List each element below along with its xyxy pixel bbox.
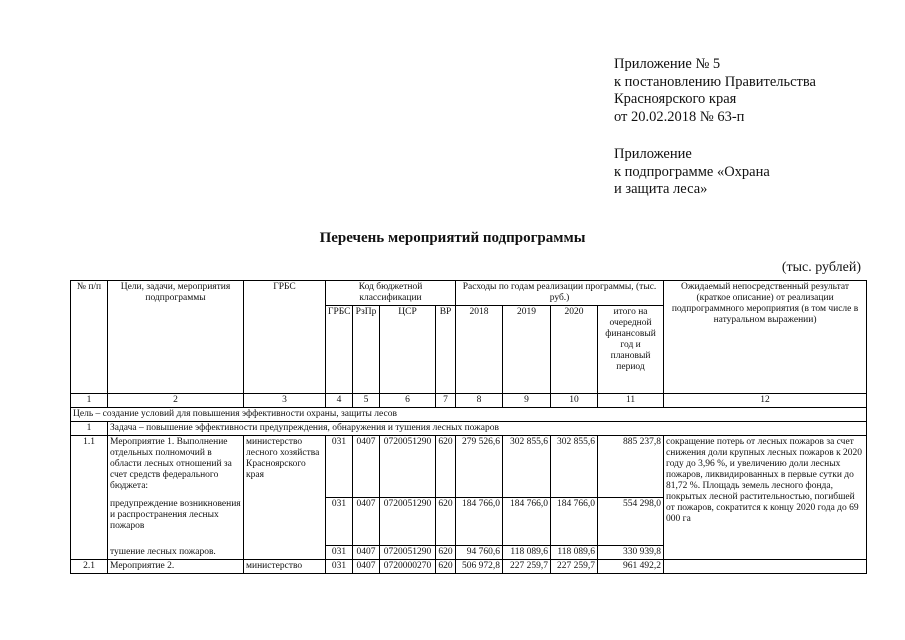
cell-2019: 118 089,6 bbox=[503, 546, 551, 560]
activities-table bbox=[70, 280, 867, 574]
cell-2019: 184 766,0 bbox=[503, 498, 551, 546]
cell-total: 554 298,0 bbox=[598, 498, 664, 546]
cell-vr: 620 bbox=[436, 560, 456, 574]
grbs-name: министерство bbox=[244, 560, 326, 574]
cell-2019: 302 855,6 bbox=[503, 436, 551, 498]
expected-result: сокращение потерь от лесных пожаров за счет снижения доли крупных лесных пожаров к 2020 году до 3,96 %, и увеличению доли лесных пожаров, ликвидированных в первые сутки до 81,72 %. Площадь земель лесного фонда, покрытых лесной растительностью, погибшей от пожаров, сократится к концу 2020 года до 69 000 га bbox=[664, 436, 867, 560]
header-line: Приложение bbox=[614, 146, 692, 162]
header-y2019: 2019 bbox=[503, 306, 551, 394]
cell-csr: 0720051290 bbox=[380, 498, 436, 546]
cell-2018: 94 760,6 bbox=[456, 546, 503, 560]
col-number: 6 bbox=[380, 394, 436, 408]
task-row: Задача – повышение эффективности предупреждения, обнаружения и тушения лесных пожаров bbox=[108, 422, 867, 436]
col-number: 4 bbox=[326, 394, 353, 408]
grbs-name: министерство лесного хозяйства Красноярского края bbox=[244, 436, 326, 560]
cell-2020: 302 855,6 bbox=[551, 436, 598, 498]
cell-rzpr: 0407 bbox=[353, 498, 380, 546]
header-grbs: ГРБС bbox=[244, 281, 326, 394]
units-label: (тыс. рублей) bbox=[781, 260, 861, 275]
cell-total: 330 939,8 bbox=[598, 546, 664, 560]
col-number: 3 bbox=[244, 394, 326, 408]
row-num: 2.1 bbox=[71, 560, 108, 574]
activity-sub-name: тушение лесных пожаров. bbox=[108, 546, 244, 560]
document-header bbox=[614, 56, 816, 199]
header-line: Приложение № 5 bbox=[614, 56, 721, 72]
header-goals: Цели, задачи, мероприятия подпрограммы bbox=[108, 281, 244, 394]
header-result: Ожидаемый непосредственный результат (краткое описание) от реализации подпрограммного мероприятия (в том числе в натуральном выражении) bbox=[664, 281, 867, 394]
cell-csr: 0720000270 bbox=[380, 560, 436, 574]
col-number: 2 bbox=[108, 394, 244, 408]
header-num: № п/п bbox=[71, 281, 108, 394]
expected-result bbox=[664, 560, 867, 574]
col-number: 12 bbox=[664, 394, 867, 408]
cell-2020: 184 766,0 bbox=[551, 498, 598, 546]
header-budget-code: Код бюджетной классификации bbox=[326, 281, 456, 306]
goal-row: Цель – создание условий для повышения эффективности охраны, защиты лесов bbox=[71, 408, 867, 422]
header-line: от 20.02.2018 № 63-п bbox=[614, 108, 745, 125]
page-title: Перечень мероприятий подпрограммы bbox=[319, 230, 586, 246]
activity-sub-name: предупреждение возникновения и распространения лесных пожаров bbox=[108, 498, 244, 546]
cell-grbs: 031 bbox=[326, 560, 353, 574]
cell-rzpr: 0407 bbox=[353, 436, 380, 498]
task-num: 1 bbox=[71, 422, 108, 436]
cell-csr: 0720051290 bbox=[380, 546, 436, 560]
cell-vr: 620 bbox=[436, 498, 456, 546]
header-sub-vr: ВР bbox=[436, 306, 456, 394]
header-total: итого на очередной финансовый год и плановый период bbox=[598, 306, 664, 394]
col-number: 9 bbox=[503, 394, 551, 408]
header-sub-csr: ЦСР bbox=[380, 306, 436, 394]
col-number: 8 bbox=[456, 394, 503, 408]
col-number: 5 bbox=[353, 394, 380, 408]
header-sub-grbs: ГРБС bbox=[326, 306, 353, 394]
cell-2018: 184 766,0 bbox=[456, 498, 503, 546]
cell-total: 885 237,8 bbox=[598, 436, 664, 498]
col-number: 1 bbox=[71, 394, 108, 408]
cell-2018: 506 972,8 bbox=[456, 560, 503, 574]
cell-2020: 118 089,6 bbox=[551, 546, 598, 560]
cell-vr: 620 bbox=[436, 436, 456, 498]
header-y2020: 2020 bbox=[551, 306, 598, 394]
header-line: к подпрограмме «Охрана bbox=[614, 163, 770, 180]
cell-2019: 227 259,7 bbox=[503, 560, 551, 574]
cell-2018: 279 526,6 bbox=[456, 436, 503, 498]
cell-grbs: 031 bbox=[326, 498, 353, 546]
header-line: Красноярского края bbox=[614, 91, 737, 107]
row-num: 1.1 bbox=[71, 436, 108, 560]
header-line: и защита леса» bbox=[614, 181, 708, 197]
cell-rzpr: 0407 bbox=[353, 546, 380, 560]
cell-grbs: 031 bbox=[326, 436, 353, 498]
cell-total: 961 492,2 bbox=[598, 560, 664, 574]
cell-csr: 0720051290 bbox=[380, 436, 436, 498]
cell-vr: 620 bbox=[436, 546, 456, 560]
header-expenses: Расходы по годам реализации программы, (тыс. руб.) bbox=[456, 281, 664, 306]
col-number: 10 bbox=[551, 394, 598, 408]
col-number: 11 bbox=[598, 394, 664, 408]
header-sub-rzpr: РзПр bbox=[353, 306, 380, 394]
cell-2020: 227 259,7 bbox=[551, 560, 598, 574]
cell-rzpr: 0407 bbox=[353, 560, 380, 574]
header-y2018: 2018 bbox=[456, 306, 503, 394]
activity-name: Мероприятие 2. bbox=[108, 560, 244, 574]
activity-name: Мероприятие 1. Выполнение отдельных полномочий в области лесных отношений за счет средств федерального бюджета: bbox=[108, 436, 244, 498]
col-number: 7 bbox=[436, 394, 456, 408]
header-line: к постановлению Правительства bbox=[614, 73, 816, 90]
cell-grbs: 031 bbox=[326, 546, 353, 560]
